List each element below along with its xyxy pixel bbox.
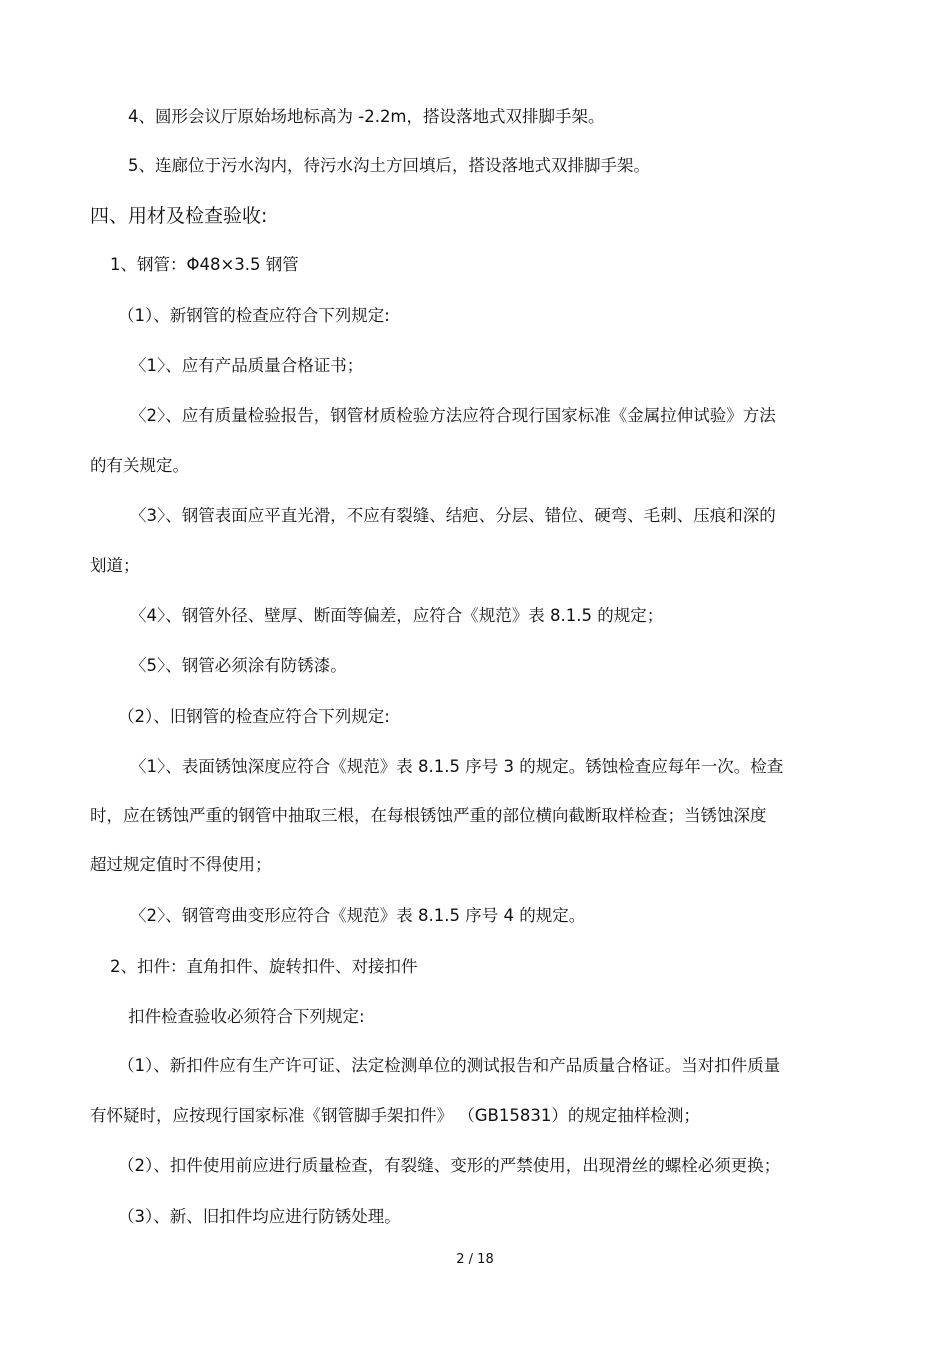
paragraph-line: 的有关规定。 xyxy=(90,456,189,475)
paragraph-line: 〈1〉、表面锈蚀深度应符合《规范》表 8.1.5 序号 3 的规定。锈蚀检查应每年一次。检查 xyxy=(130,757,784,776)
paragraph-line: （1）、新扣件应有生产许可证、法定检测单位的测试报告和产品质量合格证。当对扣件质量 xyxy=(118,1056,781,1075)
paragraph-line: 〈2〉、钢管弯曲变形应符合《规范》表 8.1.5 序号 4 的规定。 xyxy=(130,906,586,925)
paragraph-line: 有怀疑时，应按现行国家标准《钢管脚手架扣件》 （GB15831）的规定抽样检测； xyxy=(90,1106,700,1125)
section-heading: 四、用材及检查验收: xyxy=(90,205,268,227)
paragraph-line: 〈3〉、钢管表面应平直光滑，不应有裂缝、结疤、分层、错位、硬弯、毛刺、压痕和深的 xyxy=(130,506,776,525)
paragraph-line: （3）、新、旧扣件均应进行防锈处理。 xyxy=(118,1207,401,1226)
paragraph-line: 超过规定值时不得使用； xyxy=(90,855,272,874)
subsection-heading: 2、扣件：直角扣件、旋转扣件、对接扣件 xyxy=(110,957,418,976)
paragraph-line: 5、连廊位于污水沟内，待污水沟土方回填后，搭设落地式双排脚手架。 xyxy=(128,156,650,175)
paragraph-line: 扣件检查验收必须符合下列规定: xyxy=(128,1007,365,1026)
paragraph-line: （2）、旧钢管的检查应符合下列规定: xyxy=(118,707,390,726)
paragraph-line: （2）、扣件使用前应进行质量检查，有裂缝、变形的严禁使用，出现滑丝的螺栓必须更换； xyxy=(118,1156,781,1175)
page-number: 2 / 18 xyxy=(456,1252,494,1267)
paragraph-line: 〈4〉、钢管外径、壁厚、断面等偏差，应符合《规范》表 8.1.5 的规定； xyxy=(130,606,664,625)
subsection-heading: 1、钢管：Φ48×3.5 钢管 xyxy=(110,255,299,274)
paragraph-line: 〈2〉、应有质量检验报告，钢管材质检验方法应符合现行国家标准《金属拉伸试验》方法 xyxy=(130,406,776,425)
paragraph-line: 〈1〉、应有产品质量合格证书； xyxy=(130,356,364,375)
paragraph-line: 划道； xyxy=(90,556,140,575)
paragraph-line: 〈5〉、钢管必须涂有防锈漆。 xyxy=(130,656,347,675)
paragraph-line: （1）、新钢管的检查应符合下列规定: xyxy=(118,306,390,325)
paragraph-line: 时，应在锈蚀严重的钢管中抽取三根，在每根锈蚀严重的部位横向截断取样检查；当锈蚀深度 xyxy=(90,806,767,825)
paragraph-line: 4、圆形会议厅原始场地标高为 -2.2m，搭设落地式双排脚手架。 xyxy=(128,107,605,126)
